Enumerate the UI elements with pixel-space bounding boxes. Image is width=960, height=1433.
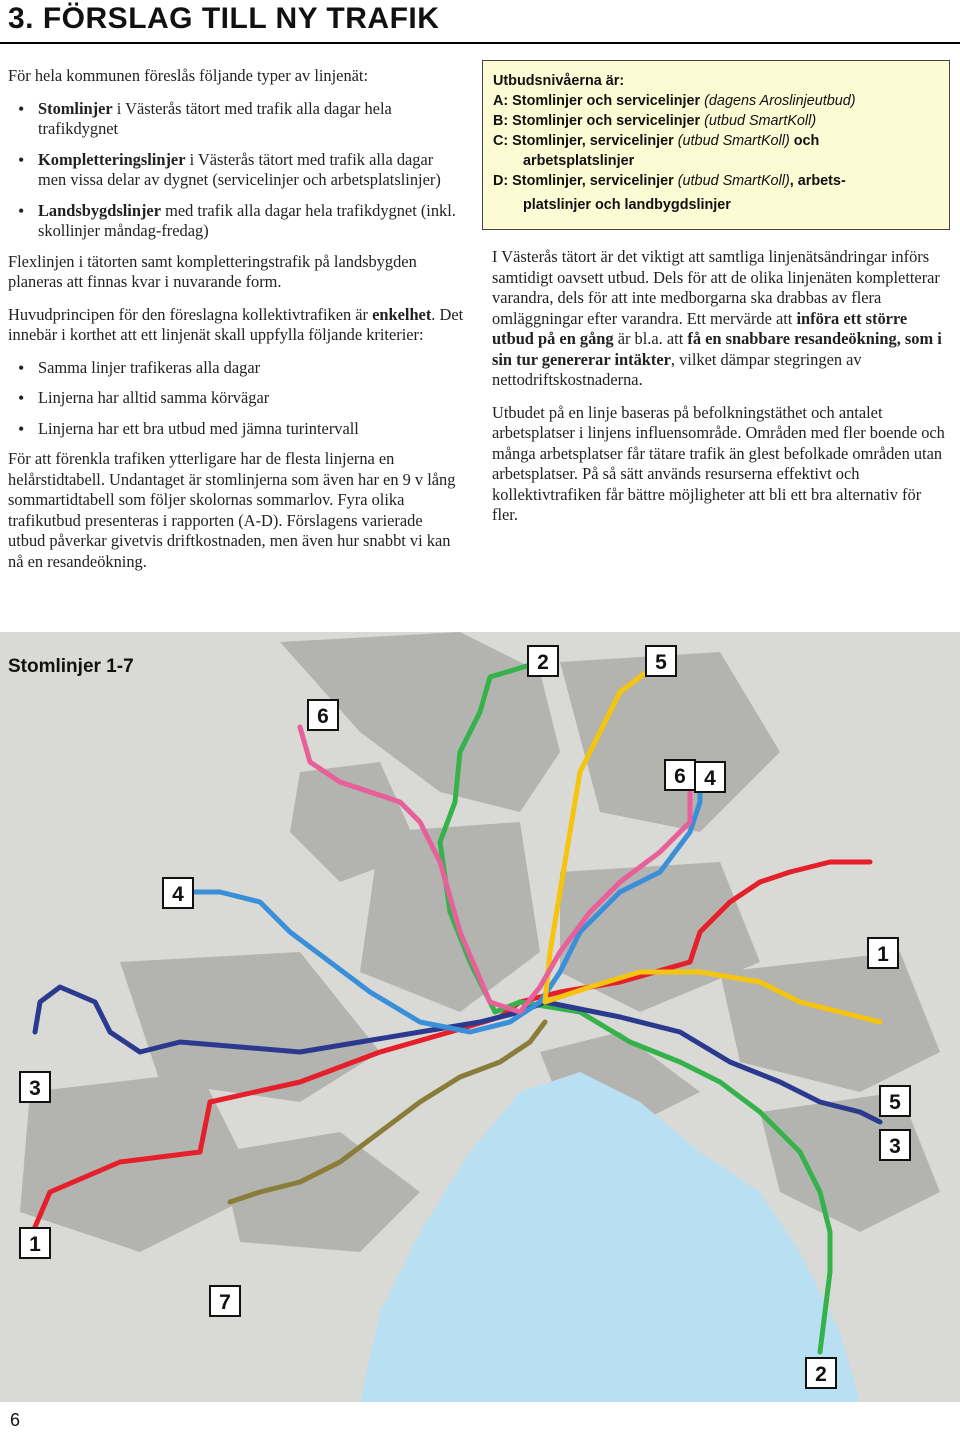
route-marker-label: 4 <box>172 883 184 906</box>
rollout-emphasis-2: få en snabbare resandeökning, som i sin tur genererar intäkter <box>492 329 942 369</box>
route-marker-4 <box>163 878 193 908</box>
list-item <box>8 201 464 242</box>
rollout-text-mid: är bl.a. att <box>613 329 688 348</box>
type-desc: i Västerås tätort med trafik alla dagar men vissa delar av dygnet (servicelinjer och arbetsplatslinjer) <box>38 149 441 189</box>
page-number: 6 <box>10 1410 21 1430</box>
route-marker-6 <box>308 700 338 730</box>
type-desc: i Västerås tätort med trafik alla dagar hela trafikdygnet <box>38 98 392 138</box>
level-d-main: D: Stomlinjer, servicelinjer <box>493 173 678 189</box>
type-term: Stomlinjer <box>38 98 113 118</box>
principle-emphasis: enkelhet <box>372 304 432 324</box>
level-d-cont: platslinjer och landbygdslinjer <box>523 197 731 213</box>
route-marker-label: 7 <box>219 1291 231 1314</box>
level-b-main: B: Stomlinjer och servicelinjer <box>493 113 705 129</box>
right-column <box>492 247 950 538</box>
route-marker-label: 2 <box>815 1363 827 1386</box>
route-marker-3 <box>20 1072 50 1102</box>
route-marker-1 <box>20 1228 50 1258</box>
route-marker-label: 2 <box>537 651 549 674</box>
level-a-main: A: Stomlinjer och servicelinjer <box>493 93 705 109</box>
header <box>0 0 960 44</box>
level-d-tail: , arbets- <box>789 173 846 189</box>
route-marker-label: 5 <box>655 651 667 674</box>
criteria-list <box>8 358 464 440</box>
supply-paragraph: Utbudet på en linje baseras på befolkningstäthet och antalet arbetsplatser i linjens influensområde. Områden med fler boende och många arbetsplatser får tätare trafik än glest befolkade områden utan arbetsplatser. På så sätt används resurserna effektivt och kollektivtrafiken får bättre möjligheter att bli ett bra alternativ för fler. <box>492 402 945 524</box>
level-c <box>493 131 939 151</box>
list-item: • Samma linjer trafikeras alla dagar <box>8 358 464 379</box>
level-d-note: (utbud SmartKoll) <box>677 173 790 189</box>
route-marker-label: 1 <box>877 943 889 966</box>
route-marker-3 <box>880 1130 910 1160</box>
route-marker-label: 3 <box>29 1077 41 1100</box>
level-c-note: (utbud SmartKoll) <box>677 133 790 149</box>
route-marker-label: 6 <box>674 765 686 788</box>
list-item <box>8 99 464 140</box>
rollout-emphasis: införa ett större utbud på en gång <box>492 308 908 348</box>
level-c-cont: arbetsplatslinjer <box>523 153 635 169</box>
route-marker-label: 3 <box>889 1135 901 1158</box>
route-marker-1 <box>868 938 898 968</box>
type-term: Kompletteringslinjer <box>38 149 186 169</box>
principle-paragraph <box>8 305 464 346</box>
flex-paragraph: Flexlinjen i tätorten samt kompletteringstrafik på landsbygden planeras att finnas kvar i nuvarande form. <box>8 251 417 291</box>
level-d <box>493 171 939 191</box>
left-column <box>8 66 464 584</box>
route-marker-label: 6 <box>317 705 329 728</box>
page-title: 3. FÖRSLAG TILL NY TRAFIK <box>8 2 440 35</box>
rollout-text-end: , vilket dämpar stegringen av nettodriftskostnaderna. <box>492 349 862 389</box>
level-a-note: (dagens Aroslinjeutbud) <box>704 93 856 109</box>
title-divider <box>0 42 960 44</box>
level-c-main: C: Stomlinjer, servicelinjer <box>493 133 678 149</box>
route-marker-6 <box>665 760 695 790</box>
route-marker-5 <box>646 646 676 676</box>
level-b-note: (utbud SmartKoll) <box>704 113 817 129</box>
route-marker-4 <box>695 762 725 792</box>
route-marker-5 <box>880 1086 910 1116</box>
level-b <box>493 111 939 131</box>
route-marker-2 <box>806 1358 836 1388</box>
list-item: • Linjerna har alltid samma körvägar <box>8 388 464 409</box>
intro-paragraph: För hela kommunen föreslås följande typer av linjenät: <box>8 66 369 85</box>
type-term: Landsbygdslinjer <box>38 200 161 220</box>
route-map <box>0 632 960 1402</box>
route-marker-7 <box>210 1286 240 1316</box>
map-label: Stomlinjer 1-7 <box>8 656 134 677</box>
line-types-list <box>8 99 464 242</box>
route-marker-2 <box>528 646 558 676</box>
rollout-text: I Västerås tätort är det viktigt att samtliga linjenätsändringar införs samtidigt oavsett utbud. Dels för att de olika linjenäten kompletterar varandra, dels för att inte medborgarna ska drabbas av flera omläggningar efter varandra. Ett mervärde att <box>492 247 940 328</box>
simplify-paragraph: För att förenkla trafiken ytterligare har de flesta linjerna en helårstidtabell. Undantaget är stomlinjerna som även har en 9 v lång sommartidtabell som följer skolornas sommarlov. Fyra olika trafikutbud presenteras i rapporten (A-D). Förslagens varierade utbud påverkar givetvis driftkostnaden, men även hur snabbt vi kan nå en resandeökning. <box>8 449 456 571</box>
list-item <box>8 150 464 191</box>
service-levels-box <box>482 60 950 230</box>
level-c-tail: och <box>789 133 820 149</box>
list-item: • Linjerna har ett bra utbud med jämna turintervall <box>8 419 464 440</box>
level-a <box>493 91 939 111</box>
route-marker-label: 5 <box>889 1091 901 1114</box>
route-marker-label: 4 <box>704 767 716 790</box>
type-desc: med trafik alla dagar hela trafikdygnet (inkl. skollinjer måndag-fredag) <box>38 200 456 240</box>
route-marker-label: 1 <box>29 1233 41 1256</box>
principle-text: Huvudprincipen för den föreslagna kollektivtrafiken är <box>8 304 373 324</box>
principle-text-end: . Det innebär i korthet att ett linjenät skall uppfylla följande kriterier: <box>8 304 464 344</box>
box-heading: Utbudsnivåerna är: <box>493 73 625 89</box>
rollout-paragraph <box>492 247 950 391</box>
